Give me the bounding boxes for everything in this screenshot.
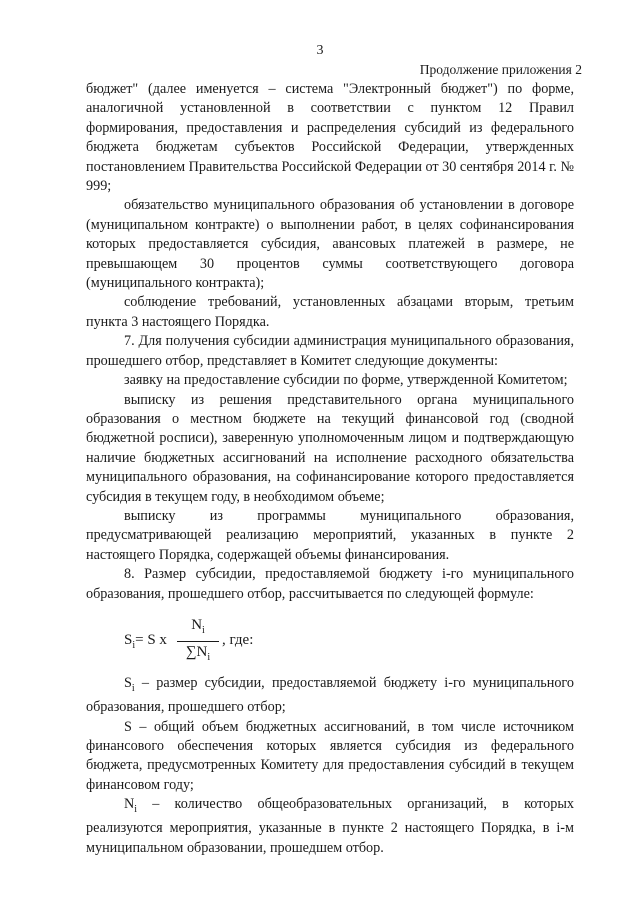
formula-tail: , где: [222,631,254,648]
paragraph: 7. Для получения субсидии администрация муниципального образования, прошедшего отбор, представляет в Комитет следующие документы: [86,333,574,369]
paragraph: обязательство муниципального образования об установлении в договоре (муниципальном контракте) о выполнении работ, в целях софинансирования которых предоставляется субсидия, авансовых платежей в размере, не превышающем 30 процентов суммы соответствующего договора (муниципального контракта); [86,197,574,292]
paragraph: выписку из решения представительного органа муниципального образования о местном бюджете на текущий финансовой год (сводной бюджетной росписи), заверенную уполномоченным лицом и подтверждающую наличие бюджетных ассигнований на исполнение расходного обязательства муниципального образования, на софинансирование которого предоставляется субсидия в текущем году, в необходимом объеме; [86,391,574,505]
paragraph: заявку на предоставление субсидии по форме, утвержденной Комитетом; [124,372,568,389]
paragraph: бюджет" (далее именуется – система "Электронный бюджет") по форме, аналогичной установленной в соответствии с пунктом 12 Правил формирования, предоставления и распределения субсидий из федерального бюджета бюджетам субъектов Российской Федерации, утвержденных постановлением Правительства Российской Федерации от 30 сентября 2014 г. № 999; [86,81,574,195]
subsidy-formula [86,610,574,668]
paragraph: 8. Размер субсидии, предоставляемой бюджету i-го муниципального образования, прошедшего отбор, рассчитывается по следующей формуле: [86,566,574,602]
definition-si: $S_i$ – размер субсидии, предоставляемой бюджету i-го муниципального образования, прошедшего отбор; [86,674,574,716]
formula-denominator: $\sum N_i$ [185,644,211,664]
page-number: 3 [316,43,324,58]
appendix-note: Продолжение приложения 2 [419,62,582,77]
document-body [86,80,574,858]
formula-lhs: $S_i= S$ x [124,631,167,651]
paragraph: соблюдение требований, установленных абзацами вторым, третьим пункта 3 настоящего Порядка. [86,294,574,330]
definition-ni: $N_i$ – количество общеобразовательных организаций, в которых реализуются мероприятия, указанные в пункте 2 настоящего Порядка, в i-м муниципальном образовании, прошедшем отбор. [86,796,574,856]
formula-fraction [177,616,219,668]
formula-numerator: $N_i$ [177,616,219,642]
definition-s: S – общий объем бюджетных ассигнований, в том числе источником финансового обеспечения которых является субсидия из федерального бюджета, предусмотренных Комитету для предоставления субсидий в текущем финансовом году; [86,718,574,793]
paragraph: выписку из программы муниципального образования, предусматривающей реализацию мероприятий, указанных в пункте 2 настоящего Порядка, содержащей объемы финансирования. [86,507,574,563]
